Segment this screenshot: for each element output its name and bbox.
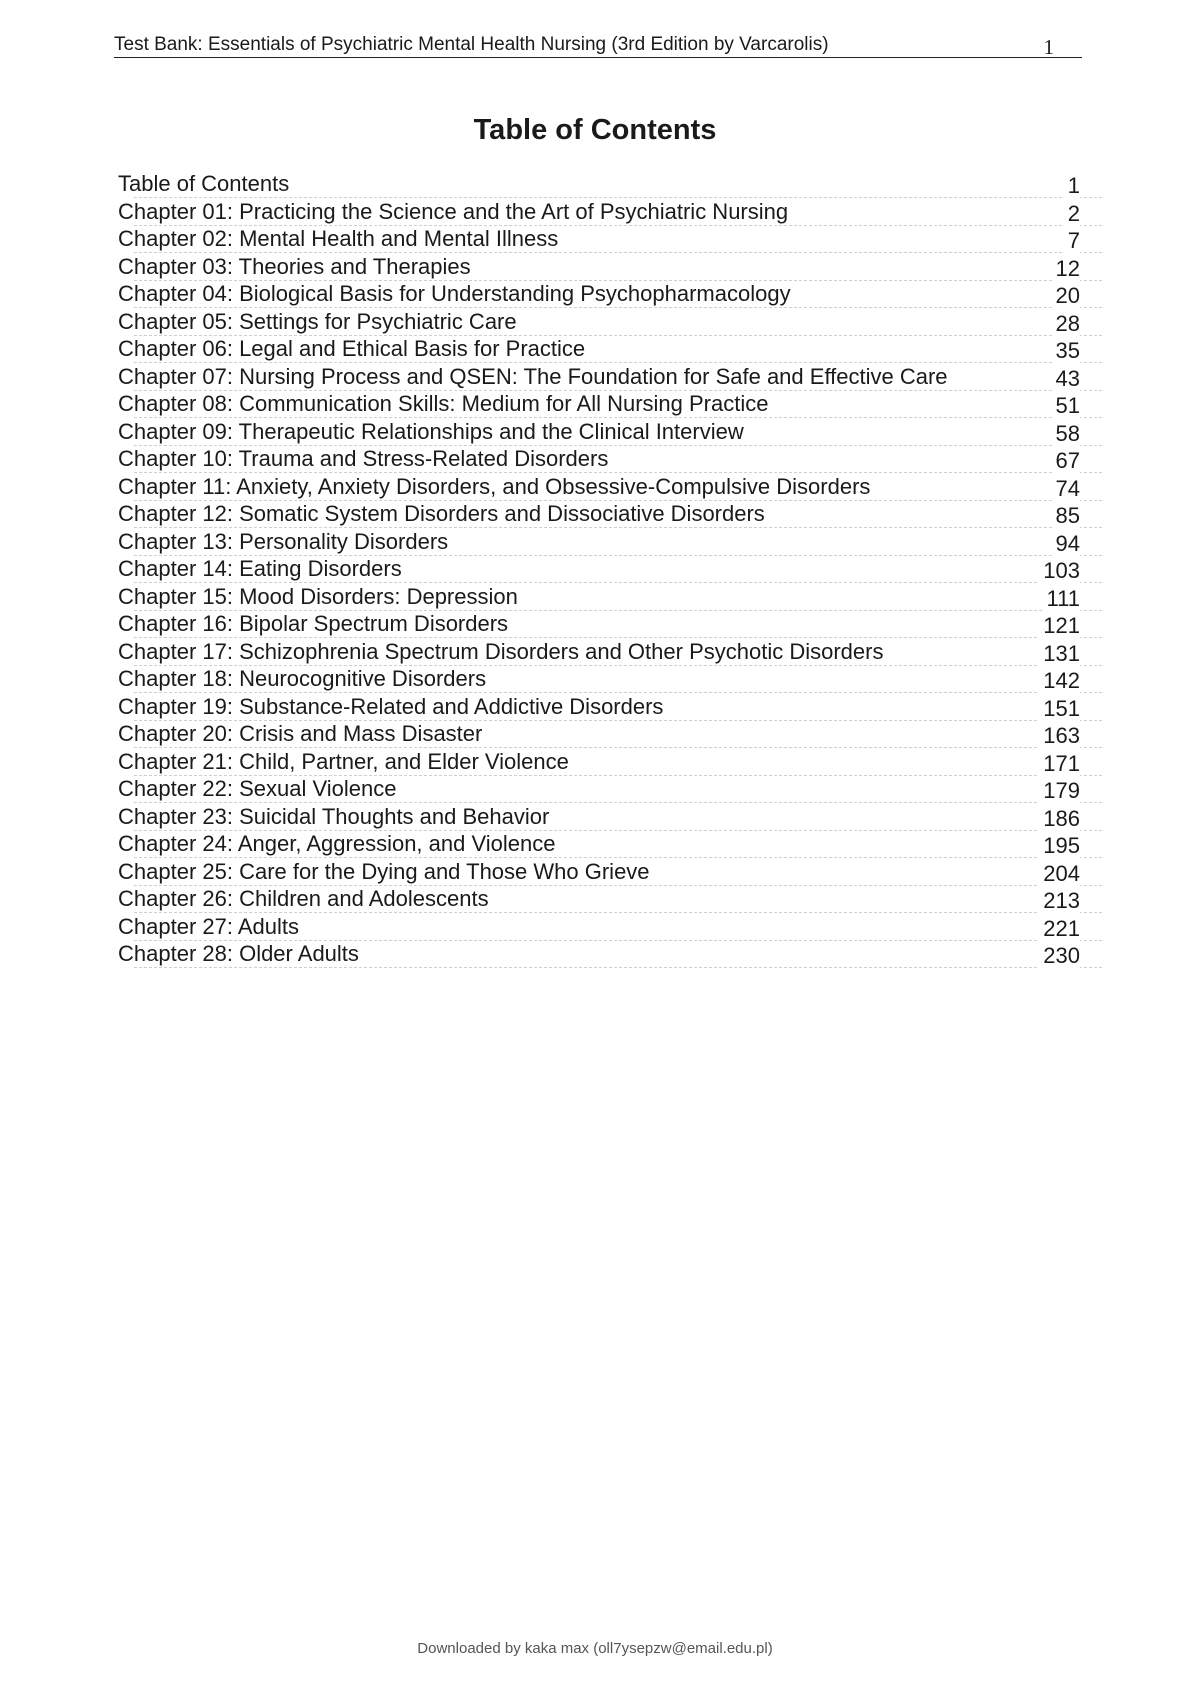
toc-entry[interactable]: [118, 887, 1102, 915]
toc-entry[interactable]: [118, 530, 1102, 558]
toc-entry-title: Chapter 10: Trauma and Stress-Related Disorders: [118, 447, 612, 471]
dot-leader: [134, 967, 1102, 968]
toc-entry-title: Chapter 18: Neurocognitive Disorders: [118, 667, 490, 691]
toc-entry[interactable]: [118, 502, 1102, 530]
toc-entry[interactable]: [118, 200, 1102, 228]
toc-entry-title: Chapter 03: Theories and Therapies: [118, 255, 475, 279]
toc-entry-page: 67: [1052, 449, 1080, 473]
toc-entry-page: 163: [1039, 724, 1080, 748]
toc-entry-page: 171: [1039, 752, 1080, 776]
toc-entry-title: Chapter 16: Bipolar Spectrum Disorders: [118, 612, 512, 636]
toc-entry-page: 43: [1052, 367, 1080, 391]
toc-entry-page: 131: [1039, 642, 1080, 666]
toc-entry-page: 51: [1052, 394, 1080, 418]
running-header-title: Test Bank: Essentials of Psychiatric Mental Health Nursing (3rd Edition by Varcarolis): [114, 34, 829, 55]
header-page-number: 1: [1043, 35, 1054, 59]
toc-entry[interactable]: [118, 420, 1102, 448]
toc-entry-title: Chapter 05: Settings for Psychiatric Care: [118, 310, 521, 334]
dot-leader: [134, 637, 1102, 638]
toc-entry-title: Chapter 07: Nursing Process and QSEN: The Foundation for Safe and Effective Care: [118, 365, 952, 389]
toc-entry-title: Chapter 09: Therapeutic Relationships and the Clinical Interview: [118, 420, 748, 444]
dot-leader: [134, 527, 1102, 528]
toc-entry-page: 94: [1052, 532, 1080, 556]
toc-entry-title: Chapter 24: Anger, Aggression, and Violence: [118, 832, 559, 856]
toc-entry-page: 12: [1052, 257, 1080, 281]
toc-entry-page: 186: [1039, 807, 1080, 831]
toc-entry-title: Chapter 13: Personality Disorders: [118, 530, 452, 554]
toc-entry-title: Chapter 14: Eating Disorders: [118, 557, 406, 581]
dot-leader: [134, 252, 1102, 253]
toc-entry-title: Chapter 17: Schizophrenia Spectrum Disorders and Other Psychotic Disorders: [118, 640, 887, 664]
toc-entry-page: 85: [1052, 504, 1080, 528]
toc-entry-title: Chapter 19: Substance-Related and Addictive Disorders: [118, 695, 667, 719]
toc-entry-title: Chapter 21: Child, Partner, and Elder Violence: [118, 750, 573, 774]
toc-entry-title: Chapter 04: Biological Basis for Understanding Psychopharmacology: [118, 282, 795, 306]
toc-entry[interactable]: [118, 722, 1102, 750]
dot-leader: [134, 197, 1102, 198]
toc-entry-page: 221: [1039, 917, 1080, 941]
toc-entry-page: 179: [1039, 779, 1080, 803]
toc-entry-title: Chapter 25: Care for the Dying and Those Who Grieve: [118, 860, 654, 884]
toc-entry[interactable]: [118, 365, 1102, 393]
dot-leader: [134, 362, 1102, 363]
toc-entry-page: 151: [1039, 697, 1080, 721]
toc-entry-title: Chapter 23: Suicidal Thoughts and Behavior: [118, 805, 553, 829]
toc-entry[interactable]: [118, 255, 1102, 283]
toc-entry-page: 28: [1052, 312, 1080, 336]
toc-entry[interactable]: [118, 667, 1102, 695]
toc-entry[interactable]: [118, 805, 1102, 833]
toc-entry[interactable]: [118, 227, 1102, 255]
toc-entry-page: 213: [1039, 889, 1080, 913]
toc-entry-title: Chapter 22: Sexual Violence: [118, 777, 400, 801]
table-of-contents: [118, 172, 1102, 970]
toc-entry-page: 74: [1052, 477, 1080, 501]
toc-entry[interactable]: [118, 310, 1102, 338]
toc-entry-page: 2: [1064, 202, 1080, 226]
toc-entry-page: 204: [1039, 862, 1080, 886]
toc-entry-title: Chapter 02: Mental Health and Mental Illness: [118, 227, 562, 251]
toc-entry[interactable]: [118, 337, 1102, 365]
toc-entry[interactable]: [118, 447, 1102, 475]
toc-entry-title: Chapter 01: Practicing the Science and the Art of Psychiatric Nursing: [118, 200, 792, 224]
toc-entry-title: Chapter 28: Older Adults: [118, 942, 363, 966]
dot-leader: [134, 307, 1102, 308]
toc-entry-page: 7: [1064, 229, 1080, 253]
dot-leader: [134, 912, 1102, 913]
toc-entry-title: Chapter 20: Crisis and Mass Disaster: [118, 722, 486, 746]
toc-entry-page: 1: [1064, 174, 1080, 198]
toc-entry[interactable]: [118, 612, 1102, 640]
toc-entry-page: 121: [1039, 614, 1080, 638]
toc-entry[interactable]: [118, 640, 1102, 668]
toc-entry-title: Chapter 15: Mood Disorders: Depression: [118, 585, 522, 609]
toc-entry-title: Chapter 26: Children and Adolescents: [118, 887, 493, 911]
toc-entry-title: Table of Contents: [118, 172, 293, 196]
toc-entry[interactable]: [118, 832, 1102, 860]
toc-entry[interactable]: [118, 915, 1102, 943]
toc-entry-page: 111: [1043, 587, 1080, 611]
toc-entry-page: 142: [1039, 669, 1080, 693]
toc-entry[interactable]: [118, 475, 1102, 503]
dot-leader: [134, 582, 1102, 583]
dot-leader: [134, 747, 1102, 748]
document-title: Table of Contents: [473, 114, 717, 146]
toc-entry[interactable]: [118, 172, 1102, 200]
toc-entry-title: Chapter 08: Communication Skills: Medium for All Nursing Practice: [118, 392, 772, 416]
toc-entry[interactable]: [118, 585, 1102, 613]
dot-leader: [134, 802, 1102, 803]
toc-entry[interactable]: [118, 392, 1102, 420]
toc-entry-page: 35: [1052, 339, 1080, 363]
toc-entry-page: 58: [1052, 422, 1080, 446]
toc-entry[interactable]: [118, 750, 1102, 778]
toc-entry-title: Chapter 12: Somatic System Disorders and Dissociative Disorders: [118, 502, 769, 526]
toc-entry[interactable]: [118, 777, 1102, 805]
toc-entry[interactable]: [118, 942, 1102, 970]
toc-entry[interactable]: [118, 695, 1102, 723]
download-footer: Downloaded by kaka max (oll7ysepzw@email.edu.pl): [417, 1640, 773, 1657]
toc-entry-page: 103: [1039, 559, 1080, 583]
dot-leader: [134, 692, 1102, 693]
dot-leader: [134, 857, 1102, 858]
toc-entry-page: 230: [1039, 944, 1080, 968]
dot-leader: [134, 472, 1102, 473]
toc-entry[interactable]: [118, 282, 1102, 310]
page-header: [114, 33, 1082, 58]
toc-entry[interactable]: [118, 860, 1102, 888]
toc-entry-page: 20: [1052, 284, 1080, 308]
dot-leader: [134, 417, 1102, 418]
toc-entry-title: Chapter 06: Legal and Ethical Basis for Practice: [118, 337, 589, 361]
toc-entry[interactable]: [118, 557, 1102, 585]
toc-entry-title: Chapter 11: Anxiety, Anxiety Disorders, and Obsessive-Compulsive Disorders: [118, 475, 874, 499]
toc-entry-title: Chapter 27: Adults: [118, 915, 303, 939]
toc-entry-page: 195: [1039, 834, 1080, 858]
